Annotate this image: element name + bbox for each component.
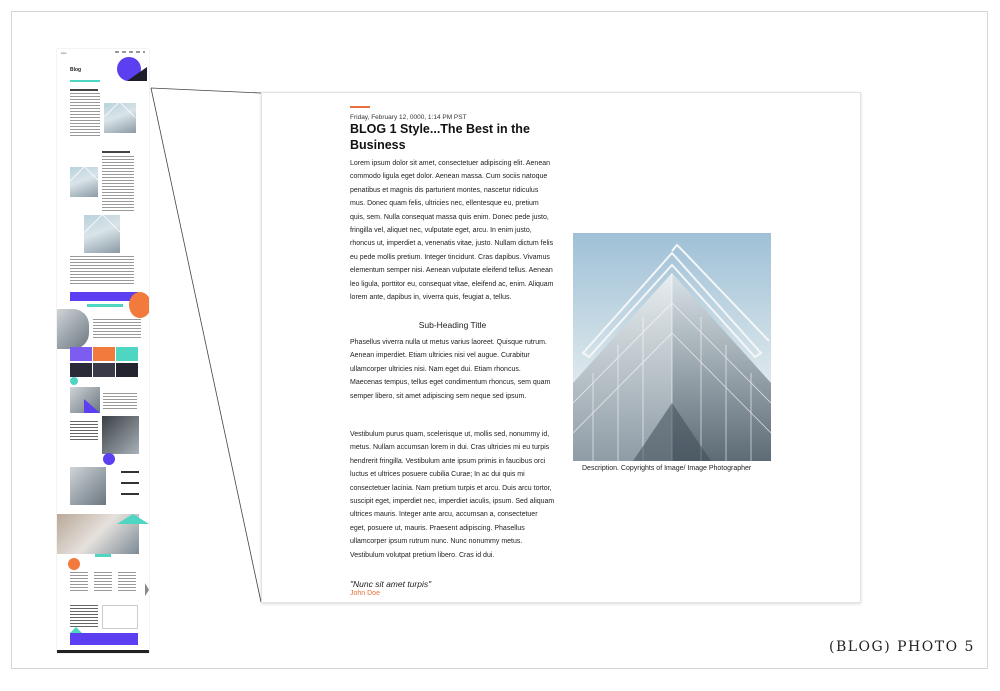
body-paragraph-2: Phasellus viverra nulla ut metus varius laoreet. Quisque rutrum. Aenean imperdiet. Etiam ultricies nisi vel augue. Curabitur ullamcorper ultricies nisi. Nam eget dui. Etiam rhoncus. Maecenas tempus, tellus eget condimentum rhoncus, sem quam semper libero, sit amet adipiscing sem neque sed ipsum.	[350, 339, 551, 400]
thumbnail-purple-dot	[103, 453, 115, 465]
thumbnail-text-block	[103, 393, 137, 409]
thumbnail-text-block	[70, 256, 134, 284]
thumbnail-teal-button	[95, 554, 111, 557]
thumbnail-columns	[118, 572, 136, 592]
thumbnail-contact-block	[70, 605, 98, 627]
thumbnail-tile-dark	[93, 363, 115, 377]
body-paragraph-3: Vestibulum purus quam, scelerisque ut, mollis sed, nonummy id, metus. Nullam accumsan lorem in dui. Cras ultricies mi eu turpis hendrerit fringilla. Vestibulum ante ipsum primis in faucibus orci luctus et ultrices posuere cubilia Curae; In ac dui quis mi consectetuer lacinia. Nam pretium turpis et arcu. Duis arcu tortor, suscipit eget, imperdiet nec, imperdiet iaculis, ipsum. Sed aliquam ultrices mauris. Integer ante arcu, accumsan a, consectetuer eget, posuere ut, mauris. Praesent adipiscing. Phasellus ullamcorper ipsum rutrum nunc. Nunc nonummy metus. Vestibulum volutpat pretium libero. Cras id dui.	[350, 431, 555, 559]
photo-caption: Description. Copyrights of Image/ Image Photographer	[582, 465, 752, 472]
thumbnail-post-heading	[70, 89, 98, 91]
thumbnail-photo-2	[70, 167, 98, 197]
thumbnail-purple-banner	[70, 292, 138, 301]
thumbnail-footer-band	[70, 633, 138, 645]
slide-label: (BLOG) PHOTO 5	[829, 639, 975, 655]
thumbnail-tile-purple	[70, 347, 92, 361]
thumbnail-dark-triangle	[127, 67, 147, 81]
thumbnail-teal-strip	[87, 304, 123, 307]
thumbnail-text-block	[93, 319, 141, 339]
thumbnail-nav-links	[115, 51, 145, 53]
quote-author[interactable]: John Doe	[350, 590, 380, 597]
thumbnail-columns	[94, 572, 112, 592]
thumbnail-photo-3	[84, 215, 120, 253]
thumbnail-title: Blog	[70, 67, 82, 73]
thumbnail-tile-teal	[116, 347, 138, 361]
thumbnail-text-block	[70, 421, 98, 441]
thumbnail-hero-image	[57, 309, 89, 349]
thumbnail-purple-triangle	[84, 399, 100, 413]
thumbnail-columns	[70, 572, 88, 592]
thumbnail-post-heading	[102, 151, 130, 153]
thumbnail-stats	[121, 471, 139, 503]
building-photo-illustration	[573, 233, 771, 461]
thumbnail-teal-bar	[70, 80, 100, 82]
thumbnail-text-block	[102, 156, 134, 211]
page-thumbnail[interactable]	[57, 49, 149, 653]
thumbnail-logo: ▪▪▪▪▪	[61, 51, 67, 55]
thumbnail-teal-triangle	[117, 514, 149, 524]
pull-quote: "Nunc sit amet turpis"	[350, 579, 432, 589]
thumbnail-tile-dark	[70, 363, 92, 377]
thumbnail-teal-dot	[70, 377, 78, 385]
body-paragraph-1: Lorem ipsum dolor sit amet, consectetuer adipiscing elit. Aenean commodo ligula eget dolor. Aenean massa. Cum sociis natoque penatibus et magnis dis parturient montes, nascetur ridiculus mus. Donec quam felis, ultricies nec, ellentesque eu, pretium quis, sem. Nulla consequat massa quis enim. Donec pede justo, fringilla vel, aliquet nec, vulputate eget, arcu. In enim justo, rhoncus ut, imperdiet a, venenatis vitae, justo. Nullam dictum felis eu pede mollis pretium. Integer tincidunt. Cras dapibus. Vivamus elementum semper nisi. Aenean vulputate eleifend tellus. Aenean leo ligula, porttitor eu, consequat vitae, eleifend ac, enim. Aliquam lorem ante, dapibus in, viverra quis, feugiat a, tellus.	[350, 160, 554, 302]
building-photo[interactable]	[573, 233, 771, 461]
thumbnail-bottom-bar	[57, 650, 149, 653]
thumbnail-building-image	[102, 416, 139, 454]
thumbnail-tile-orange	[93, 347, 115, 361]
sub-heading: Sub-Heading Title	[418, 320, 487, 330]
thumbnail-orange-dot	[68, 558, 80, 570]
thumbnail-photo-1	[104, 103, 136, 133]
article-panel	[261, 92, 861, 603]
thumbnail-contact-form	[102, 605, 138, 629]
post-date: Friday, February 12, 0000, 1:14 PM PST	[350, 114, 467, 121]
thumbnail-tile-dark	[116, 363, 138, 377]
accent-rule	[350, 106, 370, 108]
thumbnail-orange-circle	[129, 292, 149, 318]
thumbnail-hands-image	[70, 467, 106, 505]
thumbnail-text-block	[70, 93, 100, 138]
post-title[interactable]: BLOG 1 Style...The Best in the Business	[350, 122, 530, 152]
